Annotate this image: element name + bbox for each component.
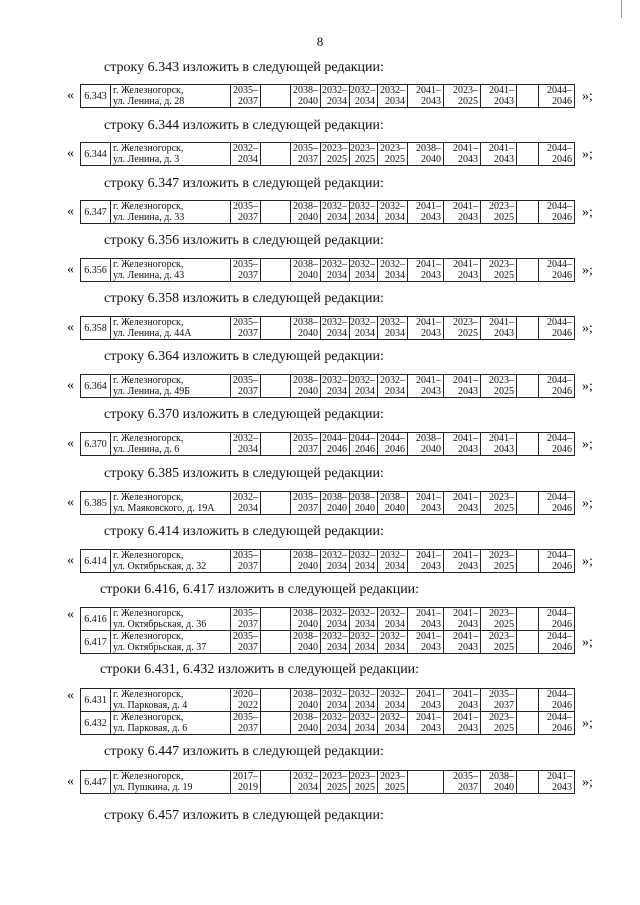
year-range-cell: 2041– 2043 xyxy=(408,85,444,108)
year-range-cell: 2032– 2034 xyxy=(350,712,378,735)
year-range-cell: 2032– 2034 xyxy=(378,85,408,108)
year-range-cell xyxy=(261,201,291,224)
year-range-cell: 2032– 2034 xyxy=(350,375,378,398)
quote-close: »; xyxy=(582,496,593,511)
year-range-cell: 2044– 2046 xyxy=(539,375,575,398)
quote-open: « xyxy=(67,436,74,451)
year-range-cell: 2023– 2025 xyxy=(321,771,350,794)
year-range-cell xyxy=(517,85,539,108)
year-range-cell: 2023– 2025 xyxy=(481,712,517,735)
row-number: 6.431 xyxy=(81,689,111,712)
year-range-cell: 2044– 2046 xyxy=(378,433,408,456)
quote-open: « xyxy=(67,262,74,277)
section-heading: строку 6.343 изложить в следующей редакции: xyxy=(104,60,384,75)
year-range-cell xyxy=(261,689,291,712)
year-range-cell xyxy=(517,608,539,631)
year-range-cell: 2032– 2034 xyxy=(378,375,408,398)
table-row xyxy=(81,143,575,166)
year-range-cell: 2023– 2025 xyxy=(481,201,517,224)
table-row xyxy=(81,259,575,282)
year-range-cell: 2038– 2040 xyxy=(291,712,321,735)
year-range-cell: 2044– 2046 xyxy=(350,433,378,456)
year-range-cell: 2035– 2037 xyxy=(291,433,321,456)
year-range-cell: 2038– 2040 xyxy=(291,550,321,573)
year-range-cell: 2023– 2025 xyxy=(444,317,481,340)
year-range-cell: 2044– 2046 xyxy=(539,550,575,573)
replacement-table xyxy=(80,549,575,573)
year-range-cell: 2041– 2043 xyxy=(444,689,481,712)
year-range-cell: 2038– 2040 xyxy=(481,771,517,794)
year-range-cell: 2032– 2034 xyxy=(321,608,350,631)
row-address: г. Железногорск, ул. Октябрьская, д. 36 xyxy=(111,608,231,631)
table-row xyxy=(81,550,575,573)
year-range-cell xyxy=(517,143,539,166)
year-range-cell: 2038– 2040 xyxy=(378,492,408,515)
replacement-table xyxy=(80,316,575,340)
quote-close: »; xyxy=(582,263,593,278)
row-address: г. Железногорск, ул. Октябрьская, д. 37 xyxy=(111,631,231,654)
year-range-cell xyxy=(517,689,539,712)
table-row xyxy=(81,317,575,340)
section-heading: строку 6.385 изложить в следующей редакции: xyxy=(104,466,384,481)
year-range-cell: 2032– 2034 xyxy=(350,608,378,631)
year-range-cell: 2035– 2037 xyxy=(291,143,321,166)
year-range-cell: 2038– 2040 xyxy=(291,259,321,282)
row-number: 6.447 xyxy=(81,771,111,794)
year-range-cell: 2044– 2046 xyxy=(539,85,575,108)
year-range-cell xyxy=(261,85,291,108)
year-range-cell: 2032– 2034 xyxy=(378,201,408,224)
year-range-cell: 2032– 2034 xyxy=(231,143,261,166)
table-row xyxy=(81,771,575,794)
quote-close: »; xyxy=(582,635,593,650)
year-range-cell: 2035– 2037 xyxy=(231,631,261,654)
year-range-cell xyxy=(408,771,444,794)
year-range-cell: 2038– 2040 xyxy=(291,375,321,398)
year-range-cell: 2032– 2034 xyxy=(350,631,378,654)
year-range-cell xyxy=(261,608,291,631)
year-range-cell: 2032– 2034 xyxy=(291,771,321,794)
year-range-cell: 2041– 2043 xyxy=(408,631,444,654)
year-range-cell: 2032– 2034 xyxy=(350,201,378,224)
replacement-table xyxy=(80,258,575,282)
row-number: 6.343 xyxy=(81,85,111,108)
year-range-cell: 2044– 2046 xyxy=(539,143,575,166)
year-range-cell: 2032– 2034 xyxy=(378,317,408,340)
year-range-cell: 2041– 2043 xyxy=(444,259,481,282)
table-row xyxy=(81,492,575,515)
year-range-cell: 2038– 2040 xyxy=(321,492,350,515)
year-range-cell: 2035– 2037 xyxy=(231,259,261,282)
row-number: 6.416 xyxy=(81,608,111,631)
section-heading: строку 6.370 изложить в следующей редакции: xyxy=(104,407,384,422)
year-range-cell: 2023– 2025 xyxy=(350,143,378,166)
year-range-cell: 2032– 2034 xyxy=(321,375,350,398)
quote-open: « xyxy=(67,688,74,703)
year-range-cell: 2023– 2025 xyxy=(378,143,408,166)
table-row xyxy=(81,631,575,654)
year-range-cell xyxy=(517,201,539,224)
year-range-cell: 2023– 2025 xyxy=(481,375,517,398)
year-range-cell: 2044– 2046 xyxy=(321,433,350,456)
year-range-cell: 2023– 2025 xyxy=(350,771,378,794)
year-range-cell: 2032– 2034 xyxy=(321,689,350,712)
table-row xyxy=(81,608,575,631)
year-range-cell: 2044– 2046 xyxy=(539,259,575,282)
year-range-cell xyxy=(261,143,291,166)
year-range-cell: 2041– 2043 xyxy=(444,712,481,735)
quote-close: »; xyxy=(582,775,593,790)
year-range-cell: 2035– 2037 xyxy=(231,85,261,108)
quote-open: « xyxy=(67,320,74,335)
page-number: 8 xyxy=(316,34,324,49)
year-range-cell: 2041– 2043 xyxy=(444,201,481,224)
replacement-table xyxy=(80,491,575,515)
replacement-table xyxy=(80,688,575,735)
year-range-cell: 2032– 2034 xyxy=(378,712,408,735)
section-heading: строку 6.347 изложить в следующей редакции: xyxy=(104,176,384,191)
year-range-cell: 2044– 2046 xyxy=(539,317,575,340)
year-range-cell: 2023– 2025 xyxy=(481,631,517,654)
year-range-cell: 2035– 2037 xyxy=(231,201,261,224)
year-range-cell: 2032– 2034 xyxy=(378,259,408,282)
year-range-cell xyxy=(517,492,539,515)
year-range-cell: 2044– 2046 xyxy=(539,201,575,224)
year-range-cell xyxy=(261,771,291,794)
row-address: г. Железногорск, ул. Ленина, д. 44А xyxy=(111,317,231,340)
row-address: г. Железногорск, ул. Ленина, д. 33 xyxy=(111,201,231,224)
replacement-table xyxy=(80,84,575,108)
year-range-cell xyxy=(517,259,539,282)
row-address: г. Железногорск, ул. Октябрьская, д. 32 xyxy=(111,550,231,573)
year-range-cell: 2035– 2037 xyxy=(231,375,261,398)
row-number: 6.347 xyxy=(81,201,111,224)
year-range-cell xyxy=(517,375,539,398)
quote-close: »; xyxy=(582,379,593,394)
year-range-cell: 2038– 2040 xyxy=(408,433,444,456)
year-range-cell: 2044– 2046 xyxy=(539,631,575,654)
year-range-cell xyxy=(261,492,291,515)
row-address: г. Железногорск, ул. Парковая, д. 4 xyxy=(111,689,231,712)
replacement-table xyxy=(80,607,575,654)
year-range-cell: 2023– 2025 xyxy=(481,259,517,282)
year-range-cell: 2041– 2043 xyxy=(444,143,481,166)
year-range-cell: 2032– 2034 xyxy=(378,608,408,631)
row-address: г. Железногорск, ул. Ленина, д. 6 xyxy=(111,433,231,456)
year-range-cell: 2023– 2025 xyxy=(378,771,408,794)
year-range-cell xyxy=(517,631,539,654)
year-range-cell: 2032– 2034 xyxy=(350,550,378,573)
year-range-cell: 2032– 2034 xyxy=(378,550,408,573)
year-range-cell: 2041– 2043 xyxy=(408,201,444,224)
section-heading: строку 6.414 изложить в следующей редакции: xyxy=(104,524,384,539)
year-range-cell: 2032– 2034 xyxy=(321,631,350,654)
year-range-cell: 2023– 2025 xyxy=(481,492,517,515)
year-range-cell: 2038– 2040 xyxy=(350,492,378,515)
year-range-cell: 2038– 2040 xyxy=(291,631,321,654)
year-range-cell: 2041– 2043 xyxy=(481,433,517,456)
year-range-cell: 2020– 2022 xyxy=(231,689,261,712)
year-range-cell: 2035– 2037 xyxy=(231,608,261,631)
year-range-cell: 2041– 2043 xyxy=(444,631,481,654)
year-range-cell xyxy=(261,712,291,735)
year-range-cell: 2044– 2046 xyxy=(539,492,575,515)
year-range-cell: 2023– 2025 xyxy=(321,143,350,166)
section-heading: строки 6.416, 6.417 изложить в следующей редакции: xyxy=(100,582,420,597)
table-row xyxy=(81,85,575,108)
table-row xyxy=(81,433,575,456)
year-range-cell: 2035– 2037 xyxy=(291,492,321,515)
row-number: 6.344 xyxy=(81,143,111,166)
section-heading: строку 6.344 изложить в следующей редакции: xyxy=(104,118,384,133)
year-range-cell: 2041– 2043 xyxy=(444,375,481,398)
year-range-cell: 2032– 2034 xyxy=(350,85,378,108)
year-range-cell: 2038– 2040 xyxy=(291,85,321,108)
table-row xyxy=(81,375,575,398)
year-range-cell: 2044– 2046 xyxy=(539,433,575,456)
year-range-cell: 2032– 2034 xyxy=(321,712,350,735)
row-address: г. Железногорск, ул. Ленина, д. 28 xyxy=(111,85,231,108)
row-number: 6.356 xyxy=(81,259,111,282)
year-range-cell: 2041– 2043 xyxy=(539,771,575,794)
year-range-cell: 2041– 2043 xyxy=(408,689,444,712)
year-range-cell: 2041– 2043 xyxy=(408,550,444,573)
section-heading: строки 6.431, 6.432 изложить в следующей редакции: xyxy=(100,662,420,677)
year-range-cell: 2032– 2034 xyxy=(378,631,408,654)
row-address: г. Железногорск, ул. Парковая, д. 6 xyxy=(111,712,231,735)
quote-close: »; xyxy=(582,147,593,162)
year-range-cell: 2041– 2043 xyxy=(481,85,517,108)
section-heading: строку 6.364 изложить в следующей редакции: xyxy=(104,349,384,364)
quote-open: « xyxy=(67,495,74,510)
year-range-cell: 2041– 2043 xyxy=(408,317,444,340)
year-range-cell xyxy=(261,631,291,654)
year-range-cell xyxy=(261,317,291,340)
year-range-cell: 2041– 2043 xyxy=(444,550,481,573)
year-range-cell: 2038– 2040 xyxy=(291,317,321,340)
year-range-cell: 2032– 2034 xyxy=(321,85,350,108)
year-range-cell xyxy=(517,771,539,794)
year-range-cell: 2044– 2046 xyxy=(539,689,575,712)
year-range-cell: 2041– 2043 xyxy=(408,712,444,735)
quote-open: « xyxy=(67,553,74,568)
year-range-cell xyxy=(261,375,291,398)
row-number: 6.417 xyxy=(81,631,111,654)
quote-close: »; xyxy=(582,716,593,731)
year-range-cell: 2032– 2034 xyxy=(321,259,350,282)
page-edge-mark xyxy=(621,0,622,18)
row-address: г. Железногорск, ул. Ленина, д. 49Б xyxy=(111,375,231,398)
year-range-cell: 2038– 2040 xyxy=(408,143,444,166)
year-range-cell: 2032– 2034 xyxy=(378,689,408,712)
table-row xyxy=(81,201,575,224)
year-range-cell: 2041– 2043 xyxy=(481,317,517,340)
year-range-cell xyxy=(517,712,539,735)
year-range-cell: 2044– 2046 xyxy=(539,608,575,631)
year-range-cell: 2041– 2043 xyxy=(444,608,481,631)
year-range-cell xyxy=(261,259,291,282)
year-range-cell: 2032– 2034 xyxy=(350,259,378,282)
year-range-cell: 2017– 2019 xyxy=(231,771,261,794)
year-range-cell: 2041– 2043 xyxy=(408,492,444,515)
quote-open: « xyxy=(67,146,74,161)
year-range-cell: 2041– 2043 xyxy=(408,608,444,631)
table-row xyxy=(81,712,575,735)
year-range-cell: 2032– 2034 xyxy=(231,433,261,456)
replacement-table xyxy=(80,770,575,794)
row-address: г. Железногорск, ул. Ленина, д. 3 xyxy=(111,143,231,166)
row-number: 6.432 xyxy=(81,712,111,735)
row-number: 6.364 xyxy=(81,375,111,398)
row-number: 6.358 xyxy=(81,317,111,340)
year-range-cell: 2035– 2037 xyxy=(231,317,261,340)
year-range-cell: 2035– 2037 xyxy=(231,712,261,735)
replacement-table xyxy=(80,432,575,456)
year-range-cell xyxy=(261,550,291,573)
row-address: г. Железногорск, ул. Ленина, д. 43 xyxy=(111,259,231,282)
year-range-cell: 2023– 2025 xyxy=(481,550,517,573)
year-range-cell: 2023– 2025 xyxy=(444,85,481,108)
replacement-table xyxy=(80,200,575,224)
quote-open: « xyxy=(67,204,74,219)
year-range-cell: 2041– 2043 xyxy=(481,143,517,166)
quote-open: « xyxy=(67,378,74,393)
quote-open: « xyxy=(67,88,74,103)
year-range-cell: 2041– 2043 xyxy=(444,492,481,515)
row-number: 6.370 xyxy=(81,433,111,456)
row-address: г. Железногорск, ул. Пушкина, д. 19 xyxy=(111,771,231,794)
year-range-cell: 2035– 2037 xyxy=(481,689,517,712)
year-range-cell: 2032– 2034 xyxy=(350,689,378,712)
year-range-cell: 2032– 2034 xyxy=(321,550,350,573)
year-range-cell xyxy=(517,317,539,340)
quote-close: »; xyxy=(582,554,593,569)
year-range-cell xyxy=(517,550,539,573)
year-range-cell: 2041– 2043 xyxy=(408,375,444,398)
year-range-cell: 2035– 2037 xyxy=(231,550,261,573)
section-heading: строку 6.447 изложить в следующей редакции: xyxy=(104,744,384,759)
quote-close: »; xyxy=(582,205,593,220)
quote-close: »; xyxy=(582,89,593,104)
year-range-cell: 2032– 2034 xyxy=(321,201,350,224)
section-heading: строку 6.356 изложить в следующей редакции: xyxy=(104,233,384,248)
year-range-cell xyxy=(261,433,291,456)
quote-open: « xyxy=(67,607,74,622)
section-heading: строку 6.358 изложить в следующей редакции: xyxy=(104,291,384,306)
year-range-cell: 2044– 2046 xyxy=(539,712,575,735)
year-range-cell: 2032– 2034 xyxy=(350,317,378,340)
row-number: 6.385 xyxy=(81,492,111,515)
year-range-cell xyxy=(517,433,539,456)
year-range-cell: 2035– 2037 xyxy=(444,771,481,794)
year-range-cell: 2032– 2034 xyxy=(321,317,350,340)
replacement-table xyxy=(80,374,575,398)
year-range-cell: 2041– 2043 xyxy=(444,433,481,456)
year-range-cell: 2038– 2040 xyxy=(291,201,321,224)
replacement-table xyxy=(80,142,575,166)
row-number: 6.414 xyxy=(81,550,111,573)
year-range-cell: 2038– 2040 xyxy=(291,689,321,712)
table-row xyxy=(81,689,575,712)
row-address: г. Железногорск, ул. Маяковского, д. 19А xyxy=(111,492,231,515)
section-heading: строку 6.457 изложить в следующей редакции: xyxy=(104,808,384,823)
quote-open: « xyxy=(67,774,74,789)
year-range-cell: 2041– 2043 xyxy=(408,259,444,282)
quote-close: »; xyxy=(582,321,593,336)
year-range-cell: 2023– 2025 xyxy=(481,608,517,631)
quote-close: »; xyxy=(582,437,593,452)
year-range-cell: 2032– 2034 xyxy=(231,492,261,515)
year-range-cell: 2038– 2040 xyxy=(291,608,321,631)
